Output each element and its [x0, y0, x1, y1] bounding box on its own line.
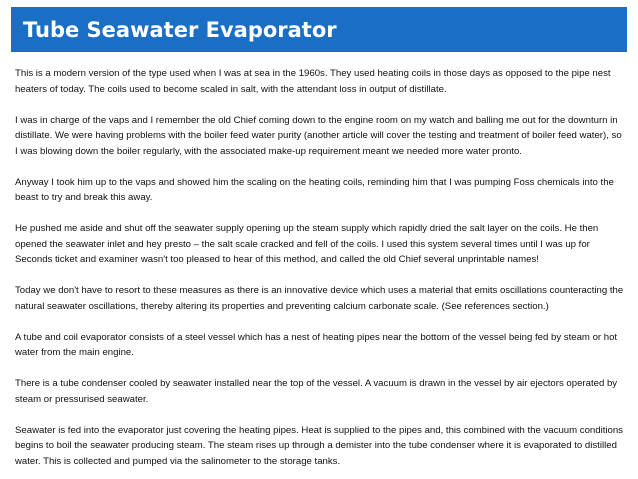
paragraph: This is a modern version of the type used when I was at sea in the 1960s. They used heating coils in those days as opposed to the pipe nest heaters of today. The coils used to become scaled in salt, with the attendant loss in output of distillate. [15, 68, 611, 95]
title-banner [11, 7, 627, 52]
body-text [15, 66, 625, 469]
paragraph: I was in charge of the vaps and I remember the old Chief coming down to the engine room on my watch and balling me out for the downturn in distillate. We were having problems with the boiler feed water purity (another article will cover the testing and treatment of boiler feed water), so I was blowing down the boiler regularly, with the associated make-up requirement meant we needed more water pronto. [15, 114, 622, 157]
paragraph: A tube and coil evaporator consists of a steel vessel which has a nest of heating pipes near the bottom of the vessel being fed by steam or hot water from the main engine. [15, 331, 618, 358]
paragraph: He pushed me aside and shut off the seawater supply opening up the steam supply which rapidly dried the salt layer on the coils. He then opened the seawater inlet and hey presto – the salt scale cracked and fell of the coils. I used this system several times until I was up for Seconds ticket and examiner wasn't too pleased to hear of this method, and called the old Chief several unprintable names! [15, 223, 599, 265]
paragraph: There is a tube condenser cooled by seawater installed near the top of the vessel. A vacuum is drawn in the vessel by air ejectors operated by steam or pressurised seawater. [15, 378, 618, 405]
paragraph: Today we don't have to resort to these measures as there is an innovative device which uses a material that emits oscillations counteracting the natural seawater oscillations, thereby altering its properties and preventing calcium carbonate scale. (See references section.) [15, 285, 624, 312]
paragraph: Seawater is fed into the evaporator just covering the heating pipes. Heat is supplied to the pipes and, this combined with the vacuum conditions begins to boil the seawater producing steam. The steam rises up through a demister into the tube condenser where it is evaporated to distilled water. This is collected and pumped via the salinometer to the storage tanks. [15, 424, 623, 467]
paragraph: Anyway I took him up to the vaps and showed him the scaling on the heating coils, reminding him that I was pumping Foss chemicals into the beast to try and break this away. [15, 176, 614, 203]
page-title: Tube Seawater Evaporator [23, 17, 337, 42]
